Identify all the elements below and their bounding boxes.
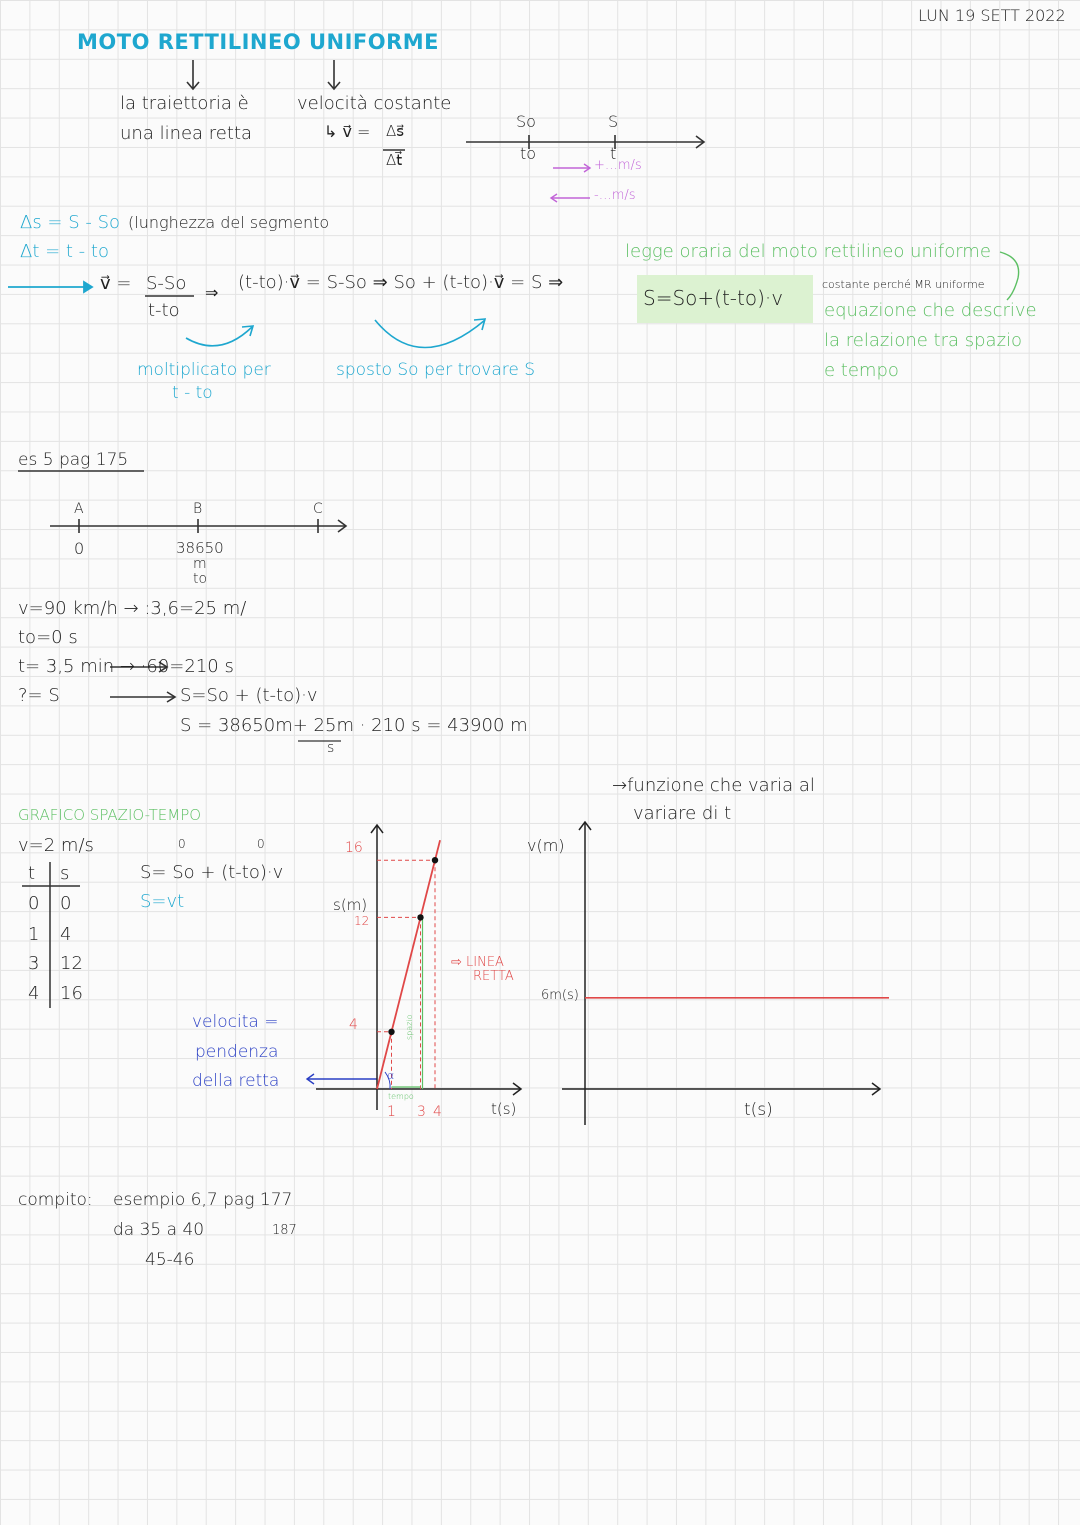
exercise-line-1: v=90 km/h → :3,6=25 m/: [18, 598, 247, 619]
velocity-formula: ↳ v⃗ =: [324, 122, 371, 141]
b-value: 38650: [176, 539, 224, 557]
point-a: A: [74, 501, 84, 517]
table-header-s: s: [60, 863, 70, 884]
law-constant-note: costante perché MR uniforme: [822, 278, 985, 291]
function-note-1: →funzione che varia al: [612, 775, 815, 796]
b-unit: m: [193, 556, 207, 572]
point-c: C: [313, 501, 323, 517]
exercise-formula: S=So + (t-to)·v: [180, 685, 318, 706]
table-cell: 1: [28, 924, 40, 945]
table-cell: 4: [60, 924, 72, 945]
zero-marker-2: 0: [257, 837, 265, 851]
chart2-axes: [562, 822, 880, 1125]
data-point: [388, 1029, 394, 1035]
chart1-xtick-1: 1: [387, 1104, 396, 1120]
table-cell: 0: [28, 893, 40, 914]
function-note-2: variare di t: [633, 803, 732, 824]
law-bracket: [1000, 252, 1019, 300]
delta-s: Δs⃗: [386, 122, 405, 140]
law-title: legge oraria del moto rettilineo uniforme: [625, 241, 991, 262]
exercise-line-3: t= 3,5 min → ·60=210 s: [18, 656, 234, 677]
chart1-xlabel: t(s): [491, 1100, 517, 1118]
alpha-label: α: [387, 1069, 395, 1082]
slope-note-2: pendenza: [195, 1042, 279, 1062]
note-move-s0: sposto So per trovare S: [336, 360, 536, 380]
top-axis: [466, 135, 704, 149]
exercise-calc-denominator: s: [327, 740, 335, 756]
exercise-title: es 5 pag 175: [18, 450, 129, 470]
exercise-line-2: to=0 s: [18, 627, 78, 648]
fraction-numerator: S-So: [146, 273, 187, 294]
law-description-1: equazione che descrive: [824, 300, 1037, 321]
chart1-ylabel: s(m): [333, 896, 368, 914]
velocity-equals: v⃗ =: [100, 273, 132, 294]
page-title: MOTO RETTILINEO UNIFORME: [77, 30, 440, 54]
note-multiplied-1: moltiplicato per: [137, 360, 271, 380]
graph-title: GRAFICO SPAZIO-TEMPO: [18, 806, 202, 824]
chart1-ytick-16: 16: [345, 840, 363, 856]
result-formula: S=So+(t-to)·v: [643, 286, 784, 310]
chart1-ytick-12: 12: [354, 914, 370, 928]
chart1-ytick-4: 4: [349, 1017, 358, 1033]
slope-note-1: velocita =: [192, 1012, 279, 1032]
date: LUN 19 SETT 2022: [918, 6, 1066, 25]
down-arrows: [187, 60, 340, 89]
table-cell: 4: [28, 983, 40, 1004]
homework-line-3: 45-46: [145, 1250, 195, 1270]
delta-s-note: (lunghezza del segmento: [128, 213, 330, 232]
data-point: [432, 857, 438, 863]
trajectory-line-2: una linea retta: [120, 123, 253, 144]
axis-label-t0: to: [520, 144, 537, 163]
zero-marker-1: 0: [178, 837, 186, 851]
table-cell: 3: [28, 953, 40, 974]
zero-label: 0: [74, 539, 85, 558]
velocity-label: velocità costante: [297, 93, 452, 114]
line-label-2: RETTA: [473, 969, 514, 984]
chart1-xtick-3: 3: [417, 1104, 426, 1120]
positive-speed: +…m/s: [594, 158, 642, 173]
line-label-1: ⇨ LINEA: [451, 955, 504, 970]
exercise-calculation: S = 38650m+ 25m · 210 s = 43900 m: [180, 715, 528, 736]
chart1-xtick-4: 4: [433, 1104, 442, 1120]
graph-formula: S= So + (t-to)·v: [140, 862, 284, 883]
delta-t: Δt⃗: [386, 151, 403, 169]
homework-line-1: esempio 6,7 pag 177: [113, 1190, 293, 1210]
negative-speed: -…m/s: [594, 188, 636, 203]
graph-velocity: v=2 m/s: [18, 835, 94, 856]
delta-s-definition: Δs = S - So: [20, 212, 121, 233]
exercise-line-4: ?= S: [18, 685, 60, 706]
derivation-arrow: [8, 282, 92, 292]
derivation-step: (t-to)·v⃗ = S-So ⇒ So + (t-to)·v⃗ = S ⇒: [238, 272, 564, 293]
note-multiplied-2: t - to: [172, 383, 213, 403]
chart2-ylabel: v(m): [527, 836, 565, 855]
chart2-ytick: 6m(s): [541, 988, 579, 1003]
chart2-xlabel: t(s): [744, 1100, 773, 1120]
axis-label-t: t: [610, 144, 617, 163]
table-cell: 12: [60, 953, 83, 974]
table-cell: 16: [60, 983, 83, 1004]
implies-arrow: ⇒: [205, 283, 219, 302]
axis-label-s0: So: [516, 112, 536, 131]
table-cell: 0: [60, 893, 72, 914]
fraction-denominator: t-to: [148, 300, 180, 321]
slope-arrow: [307, 1074, 377, 1084]
graph-formula-simplified: S=vt: [140, 891, 185, 912]
space-time-line: [377, 840, 440, 1089]
axis-label-s: S: [608, 112, 619, 131]
homework-label: compito:: [18, 1190, 93, 1210]
point-b: B: [193, 501, 203, 517]
law-description-3: e tempo: [824, 360, 899, 381]
delta-t-definition: Δt = t - to: [20, 241, 109, 262]
spazio-label: spazio: [405, 1014, 414, 1040]
table-header-t: t: [28, 863, 36, 884]
speed-arrows: [551, 164, 590, 202]
homework-line-2-page: 187: [272, 1223, 297, 1238]
b-t0: to: [193, 571, 208, 587]
law-description-2: la relazione tra spazio: [824, 330, 1023, 351]
tempo-label: tempo: [388, 1092, 414, 1101]
data-point: [417, 914, 423, 920]
curved-arrows: [186, 319, 485, 348]
chart-velocity-time: [562, 822, 889, 1125]
trajectory-line-1: la traiettoria è: [120, 93, 249, 114]
slope-note-3: della retta: [192, 1071, 280, 1091]
homework-line-2: da 35 a 40: [113, 1220, 205, 1240]
